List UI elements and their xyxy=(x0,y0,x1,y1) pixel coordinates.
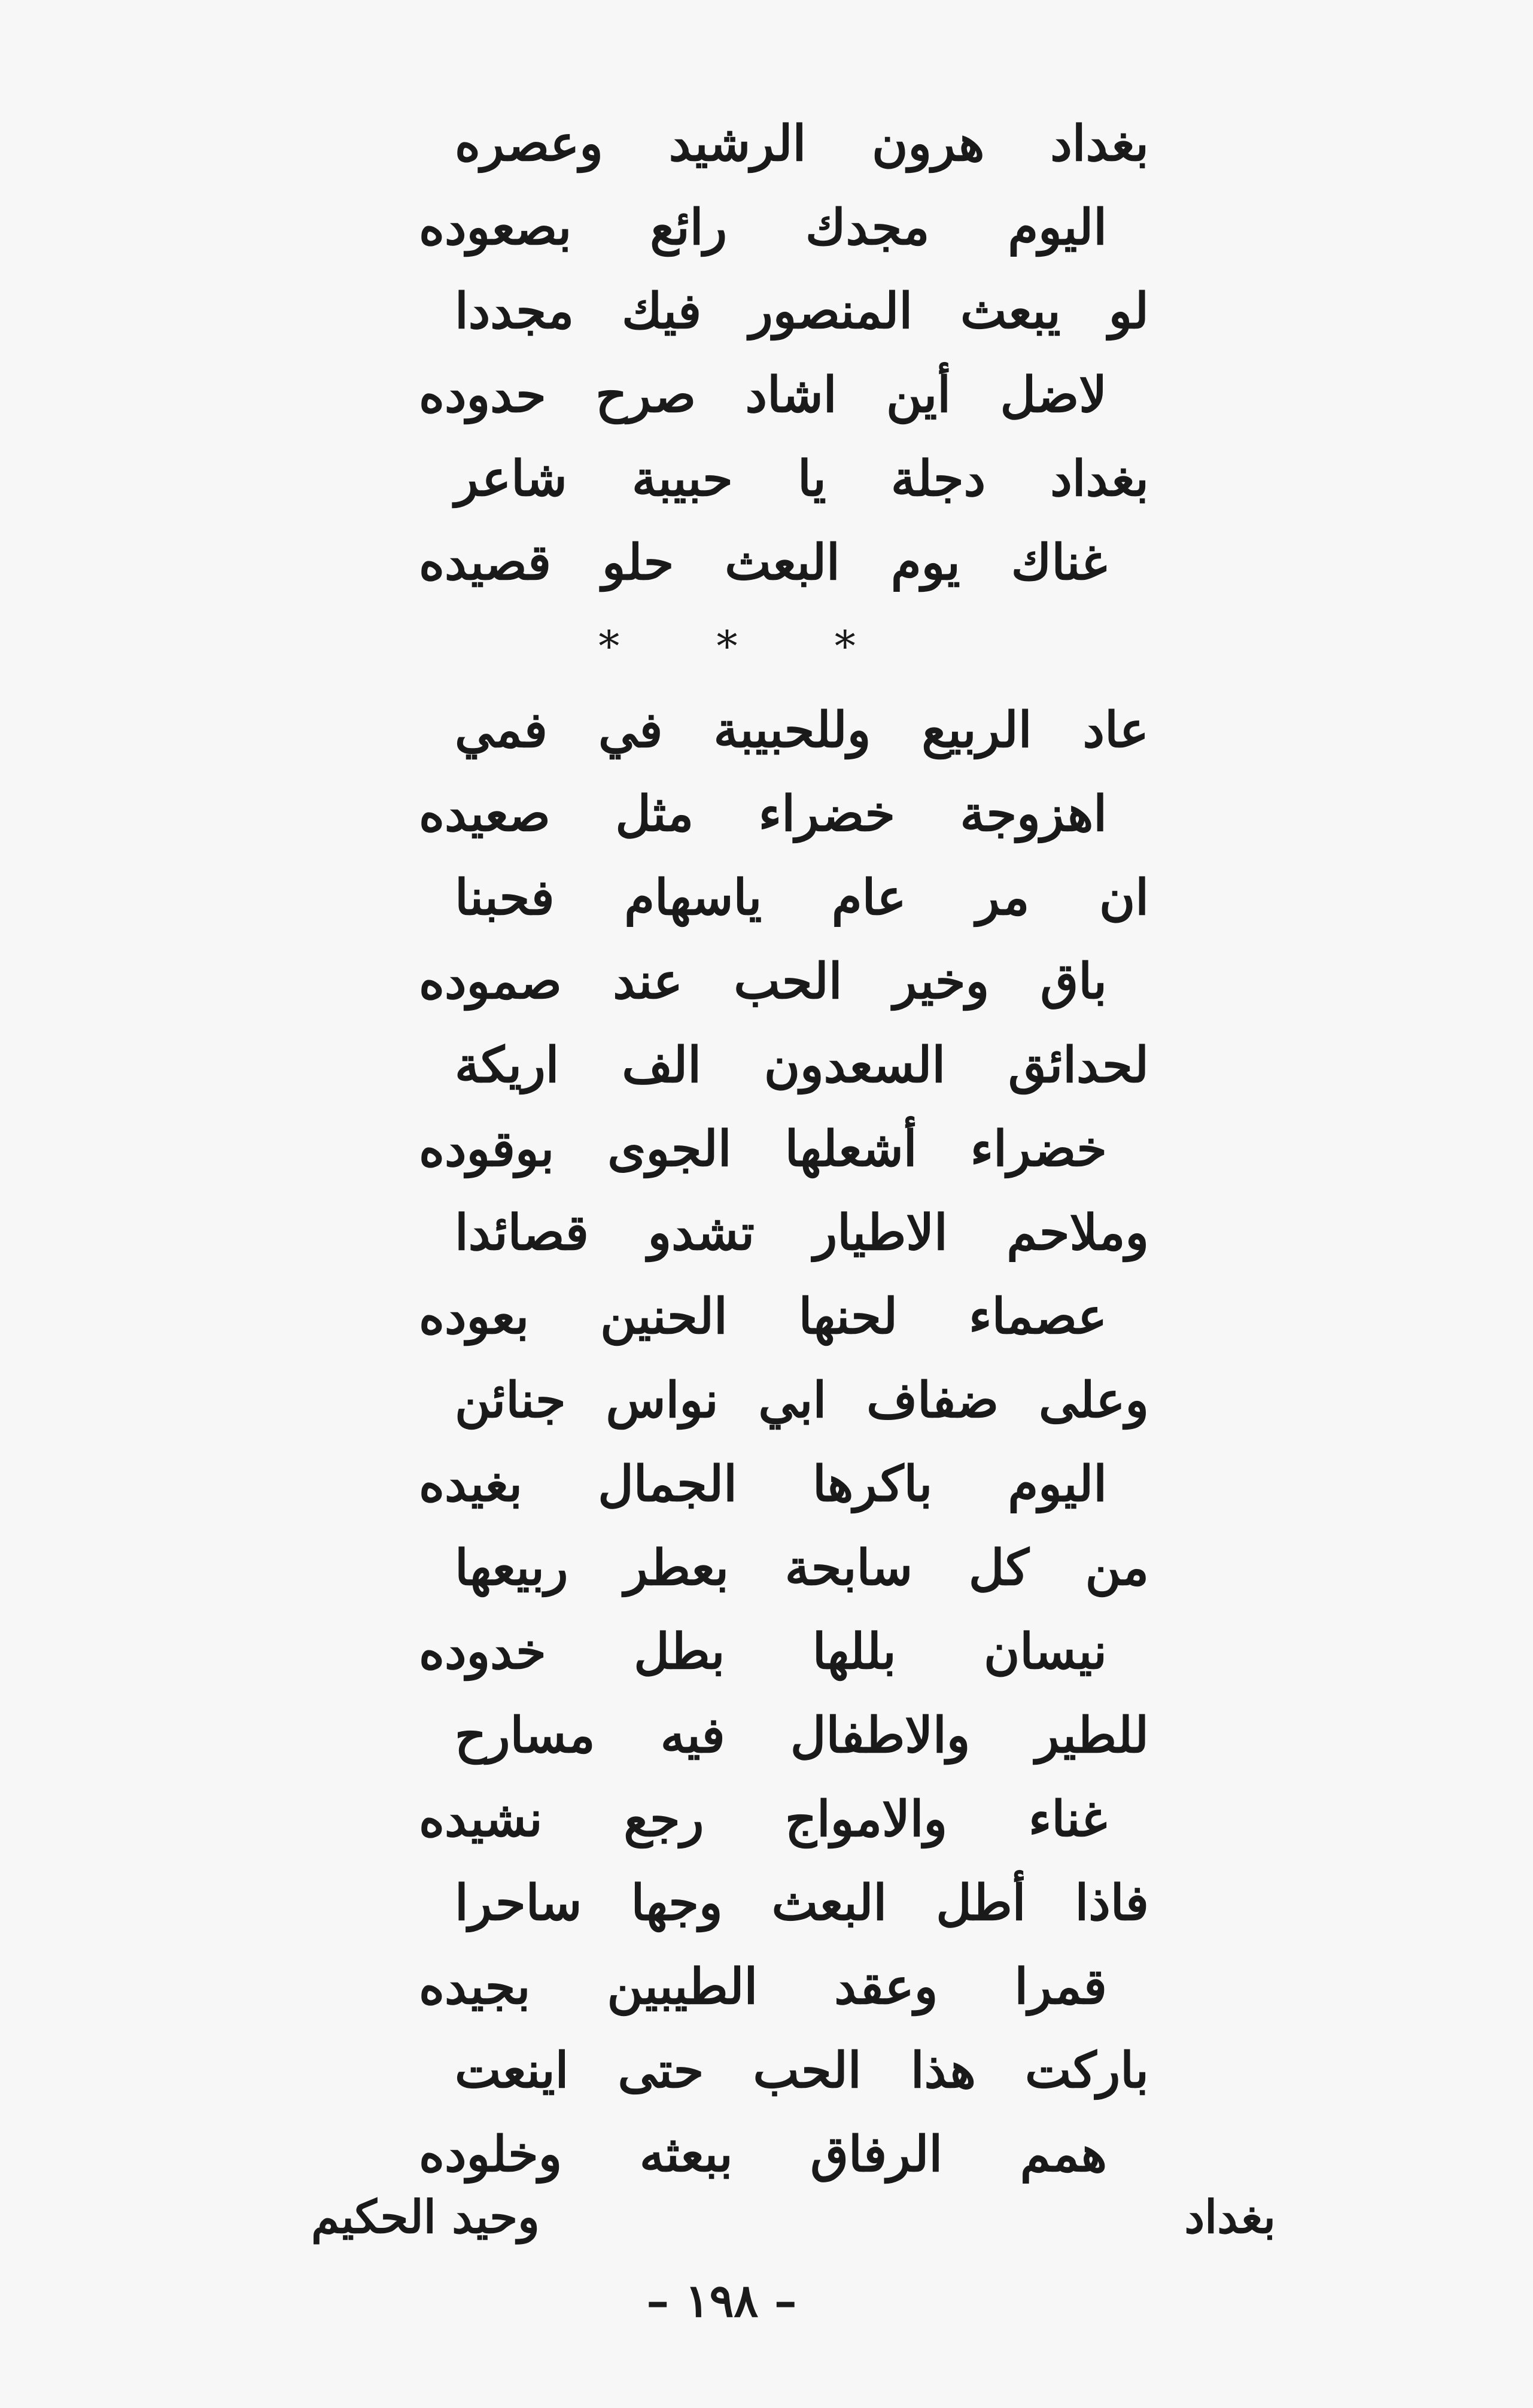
verse-line: فاذا أطل البعث وجها ساحرا xyxy=(455,1874,1149,1932)
page-number: – ١٩٨ – xyxy=(646,2274,797,2327)
verse-line: غناء والامواج رجع نشيده xyxy=(419,1790,1107,1848)
verse-line: عصماء لحنها الحنين بعوده xyxy=(419,1288,1107,1345)
verse-line: باركت هذا الحب حتى اينعت xyxy=(455,2042,1149,2099)
verse-line: وملاحم الاطيار تشدو قصائدا xyxy=(455,1204,1149,1261)
author-signature: وحيد الحكيم xyxy=(311,2190,540,2243)
verse-line: بغداد دجلة يا حبيبة شاعر xyxy=(455,450,1149,507)
verse-line: لحدائق السعدون الف اريكة xyxy=(455,1036,1149,1094)
verse-line: لو يبعث المنصور فيك مجددا xyxy=(455,282,1149,340)
verse-line: قمرا وعقد الطيبين بجيده xyxy=(419,1958,1107,2015)
verse-line: خضراء أشعلها الجوى بوقوده xyxy=(419,1120,1107,1178)
verse-line: همم الرفاق ببعثه وخلوده xyxy=(419,2126,1107,2183)
verse-line: وعلى ضفاف ابي نواس جنائن xyxy=(455,1372,1149,1429)
verse-line: اليوم مجدك رائع بصعوده xyxy=(419,199,1107,256)
verse-line: غناك يوم البعث حلو قصيده xyxy=(419,534,1107,591)
verse-line: للطير والاطفال فيه مسارح xyxy=(455,1707,1149,1764)
verse-line: اهزوجة خضراء مثل صعيده xyxy=(419,785,1107,843)
verse-line: بغداد هرون الرشيد وعصره xyxy=(455,115,1149,172)
stanza-separator: * * * xyxy=(598,622,898,671)
verse-line: باق وخير الحب عند صموده xyxy=(419,953,1107,1010)
verse-line: عاد الربيع وللحبيبة في فمي xyxy=(455,701,1149,759)
verse-line: من كل سابحة بعطر ربيعها xyxy=(455,1539,1149,1597)
verse-line: نيسان بللها بطل خدوده xyxy=(419,1623,1107,1680)
poem xyxy=(419,102,1149,2196)
verse-line: اليوم باكرها الجمال بغيده xyxy=(419,1455,1107,1513)
verse-line: لاضل أين اشاد صرح حدوده xyxy=(419,366,1107,424)
verse-line: ان مر عام ياسهام فحبنا xyxy=(455,869,1149,926)
place-signature: بغداد xyxy=(1184,2190,1276,2243)
